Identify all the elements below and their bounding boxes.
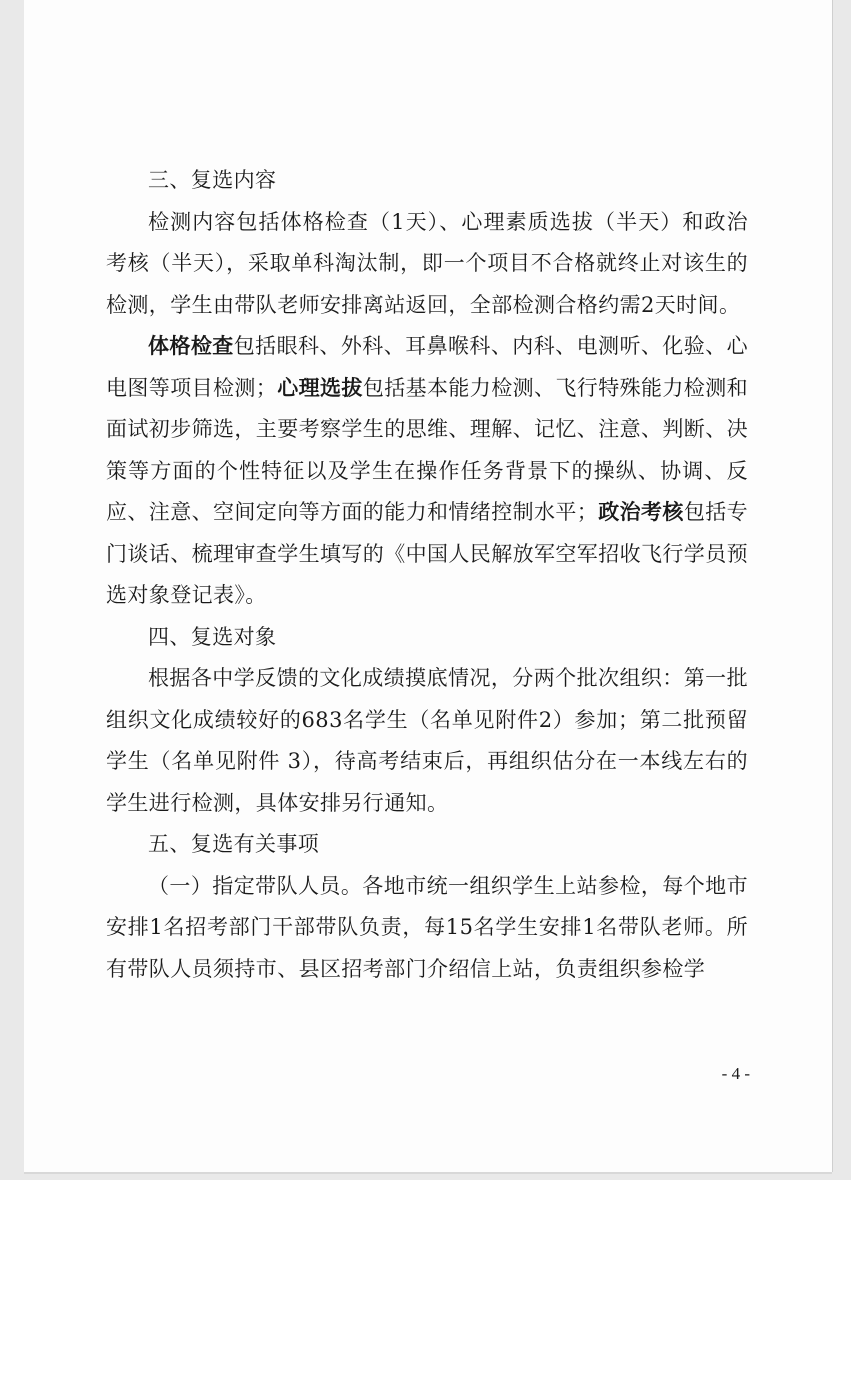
- keyword-psych-selection: 心理选拔: [277, 375, 363, 400]
- section-3-heading: 三、复选内容: [148, 168, 277, 192]
- section-4-paragraph-1: 根据各中学反馈的文化成绩摸底情况，分两个批次组织：第一批组织文化成绩较好的683名学生（名单见附件2）参加；第二批预留学生（名单见附件 3），待高考结束后，再组织估分在一本线左右的学生进行检测，具体安排另行通知。: [106, 666, 748, 815]
- page-number: - 4 -: [721, 1064, 750, 1083]
- section-3-paragraph-2: [106, 326, 748, 617]
- physical-exam-text: 包括眼科、外科、耳鼻喉科、内科、电测听、化验、心电图等项目检测；: [106, 334, 748, 400]
- document-body: [106, 160, 748, 990]
- psych-selection-text: 包括基本能力检测、飞行特殊能力检测和面试初步筛选，主要考察学生的思维、理解、记忆、注意、判断、决策等方面的个性特征以及学生在操作任务背景下的操纵、协调、反应、注意、空间定向等方面的能力和情绪控制水平；: [106, 375, 749, 524]
- keyword-physical-exam: 体格检查: [148, 334, 234, 358]
- section-3-paragraph-1: 检测内容包括体格检查（1天）、心理素质选拔（半天）和政治考核（半天），采取单科淘汰制，即一个项目不合格就终止对该生的检测，学生由带队老师安排离站返回，全部检测合格约需2天时间。: [106, 209, 748, 317]
- political-review-text: 包括专门谈话、梳理审查学生填写的《中国人民解放军空军招收飞行学员预选对象登记表》。: [106, 500, 749, 607]
- section-4-heading: 四、复选对象: [148, 624, 277, 649]
- section-5-heading: 五、复选有关事项: [148, 832, 320, 856]
- keyword-political-review: 政治考核: [598, 500, 684, 524]
- section-5-paragraph-1: （一）指定带队人员。各地市统一组织学生上站参检，每个地市安排1名招考部门干部带队负责，每15名学生安排1名带队老师。所有带队人员须持市、县区招考部门介绍信上站，负责组织参检学: [106, 873, 748, 981]
